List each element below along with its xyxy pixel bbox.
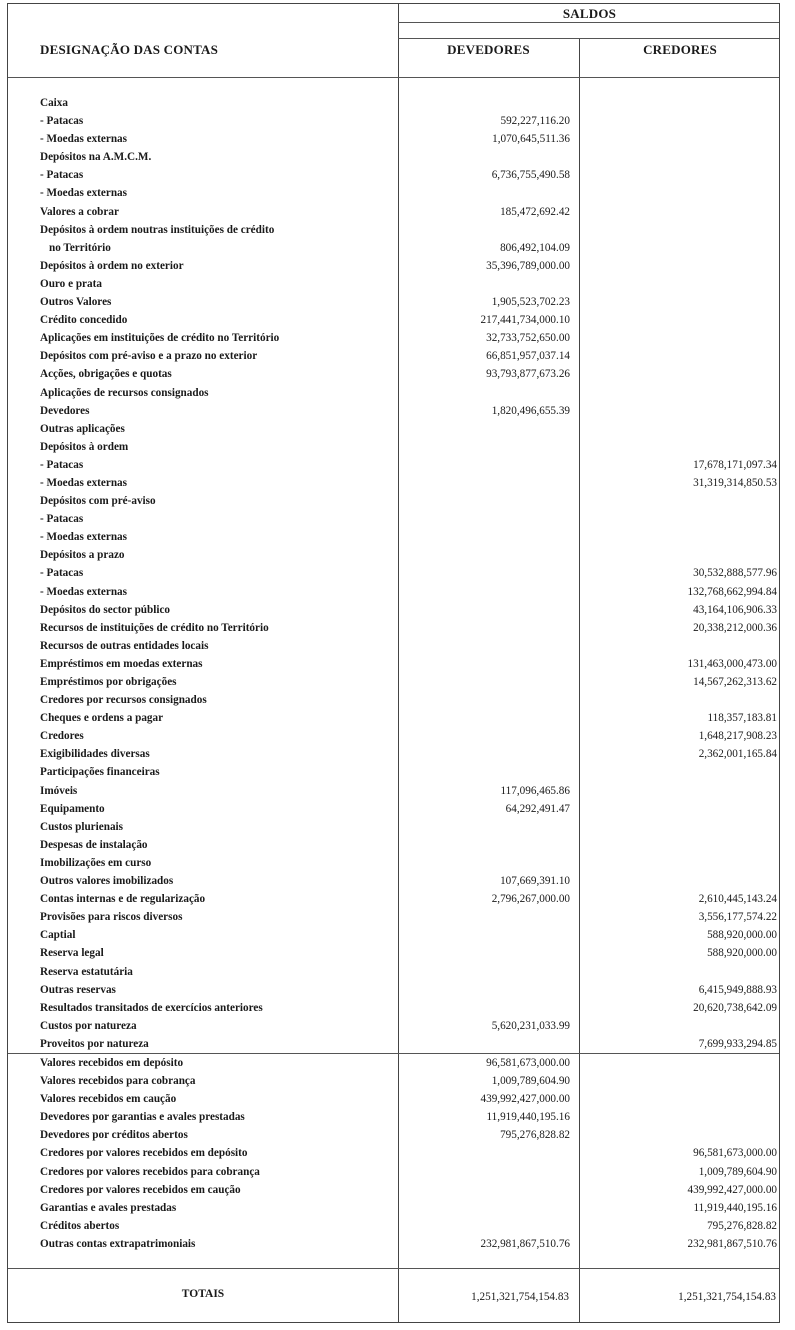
account-name: Devedores por créditos abertos [40,1129,188,1142]
debit-balance: 185,472,692.42 [500,205,570,218]
table-row [8,367,781,385]
credit-balance: 14,567,262,313.62 [693,676,777,688]
account-name: Depósitos com pré-aviso [40,495,156,508]
table-row [8,747,781,765]
table-row [8,820,781,838]
credit-balance: 795,276,828.82 [707,1219,777,1232]
credit-balance: 588,920,000.00 [707,929,777,942]
credit-balance: 2,362,001,165.84 [698,748,777,761]
debit-balance: 35,396,789,000.00 [486,259,570,272]
debit-balance: 2,796,267,000.00 [491,893,570,906]
credit-balance: 31,319,314,850.53 [693,476,777,489]
credit-balance: 118,357,183.81 [707,712,777,725]
account-name: Depósitos à ordem no exterior [40,259,184,272]
table-row [8,1183,781,1201]
account-name: Reserva estatutária [40,965,133,978]
debit-balance: 795,276,828.82 [500,1129,570,1142]
debit-balance: 232,981,867,510.76 [480,1237,570,1250]
credit-balance: 131,463,000,473.00 [687,657,777,670]
table-row [8,512,781,530]
header-saldos: SALDOS [562,6,617,21]
debit-balance: 1,820,496,655.39 [491,404,570,417]
debit-balance: 439,992,427,000.00 [480,1093,570,1106]
table-row [8,892,781,910]
credit-balance: 1,648,217,908.23 [698,730,777,743]
table-row [8,1128,781,1146]
table-row [8,657,781,675]
header-credores: CREDORES [643,42,717,57]
totals-separator [8,1268,779,1269]
credit-balance: 30,532,888,577.96 [693,567,777,580]
account-name: Caixa [40,97,68,109]
account-name: Recursos de outras entidades locais [40,639,209,652]
debit-balance: 93,793,877,673.26 [486,368,570,381]
table-row [8,1146,781,1164]
debit-balance: 806,492,104.09 [500,241,570,254]
table-row [8,1056,781,1074]
debit-balance: 1,070,645,511.36 [492,133,570,146]
table-row [8,693,781,711]
credit-balance: 439,992,427,000.00 [687,1183,777,1196]
credit-balance: 132,768,662,994.84 [687,585,777,598]
account-name: - Moedas externas [40,133,127,146]
table-row [8,621,781,639]
account-name: Despesas de instalação [40,838,148,851]
account-name: Outras reservas [40,983,116,996]
account-name: Imobilizações em curso [40,856,152,869]
header-designation: DESIGNAÇÃO DAS CONTAS [40,42,219,57]
account-name: Valores a cobrar [40,205,119,218]
saldos-header-rule [398,22,779,23]
header-devedores: DEVEDORES [447,42,530,57]
account-name: Aplicações de recursos consignados [40,386,209,399]
table-row [8,150,781,168]
account-name: Resultados transitados de exercícios anteriores [40,1001,263,1014]
table-row [8,910,781,928]
account-name: Acções, obrigações e quotas [40,368,172,381]
table-row [8,1219,781,1237]
credit-balance: 3,556,177,574.22 [698,911,777,924]
table-row [8,331,781,349]
account-name: Depósitos à ordem noutras instituições de crédito [40,223,275,236]
debit-balance: 32,733,752,650.00 [486,332,570,345]
totals-devedores: 1,251,321,754,154.83 [471,1291,569,1303]
table-row [8,765,781,783]
table-row [8,965,781,983]
credit-balance: 43,164,106,906.33 [693,603,777,616]
account-name: Depósitos do sector público [40,603,171,616]
account-name: Provisões para riscos diversos [40,911,183,924]
account-name: Contas internas e de regularização [40,893,206,906]
account-name: Proveitos por natureza [40,1037,149,1050]
account-name: no Território [49,241,111,254]
account-name: Depósitos na A.M.C.M. [40,151,152,164]
account-name: Devedores [40,404,90,417]
table-row [8,223,781,241]
account-name: Credores por recursos consignados [40,694,207,707]
account-name: Cheques e ordens a pagar [40,712,164,725]
table-row [8,603,781,621]
table-row [8,1074,781,1092]
account-name: Crédito concedido [40,314,128,327]
totals-label: TOTAIS [181,1288,225,1300]
table-row [8,802,781,820]
table-row [8,205,781,223]
account-name: Outras aplicações [40,422,125,435]
credit-balance: 96,581,673,000.00 [693,1147,777,1160]
table-row [8,494,781,512]
balance-table [7,3,780,1323]
table-row [8,295,781,313]
debit-balance: 1,009,789,604.90 [491,1075,570,1088]
credit-balance: 588,920,000.00 [707,947,777,960]
totals-credores: 1,251,321,754,154.83 [678,1291,776,1303]
account-name: Equipamento [40,802,105,815]
table-row [8,1237,781,1255]
table-row [8,440,781,458]
account-name: Devedores por garantias e avales prestadas [40,1111,245,1124]
debit-balance: 107,669,391.10 [500,875,570,888]
account-name: Depósitos a prazo [40,549,125,562]
debit-balance: 64,292,491.47 [505,802,570,815]
account-name: Outras contas extrapatrimoniais [40,1237,196,1250]
table-row [8,675,781,693]
account-name: Outros valores imobilizados [40,875,174,888]
account-name: Credores por valores recebidos para cobrança [40,1165,260,1178]
table-row [8,1019,781,1037]
debit-balance: 11,919,440,195.16 [486,1111,570,1124]
table-row [8,1201,781,1219]
table-row [8,404,781,422]
table-row [8,476,781,494]
account-name: Valores recebidos para cobrança [40,1075,196,1088]
table-row [8,114,781,132]
account-name: Participações financeiras [40,766,160,779]
account-name: - Moedas externas [40,187,127,200]
table-row [8,946,781,964]
account-name: Reserva legal [40,947,104,960]
debit-balance: 1,905,523,702.23 [491,296,570,309]
account-name: Valores recebidos em depósito [40,1056,184,1069]
debit-balance: 592,227,116.20 [500,115,570,128]
table-row [8,548,781,566]
account-name: Empréstimos por obrigações [40,676,177,688]
account-name: - Patacas [40,458,84,471]
table-row [8,241,781,259]
account-name: - Patacas [40,169,84,182]
table-row [8,96,781,114]
table-row [8,530,781,548]
table-row [8,259,781,277]
subheader-rule [398,38,779,39]
table-row [8,386,781,404]
debit-balance: 6,736,755,490.58 [491,169,570,182]
table-row [8,566,781,584]
credit-balance: 20,338,212,000.36 [693,621,777,634]
account-name: Créditos abertos [40,1219,120,1232]
account-name: Custos por natureza [40,1019,137,1032]
account-name: Recursos de instituições de crédito no Território [40,621,269,634]
credit-balance: 7,699,933,294.85 [698,1037,777,1050]
account-name: Garantias e avales prestadas [40,1201,177,1214]
account-name: Aplicações em instituições de crédito no Território [40,332,280,345]
debit-balance: 96,581,673,000.00 [486,1056,570,1069]
account-name: Credores [40,730,84,743]
account-name: Credores por valores recebidos em depósito [40,1147,248,1160]
debit-balance: 117,096,465.86 [500,784,570,797]
account-name: - Moedas externas [40,585,127,598]
table-row [8,458,781,476]
table-row [8,711,781,729]
credit-balance: 6,415,949,888.93 [698,983,777,996]
credit-balance: 17,678,171,097.34 [693,458,777,471]
table-row [8,585,781,603]
table-row [8,422,781,440]
account-name: Depósitos à ordem [40,440,129,453]
table-row [8,729,781,747]
account-name: Custos plurienais [40,820,123,833]
table-row [8,639,781,657]
table-row [8,186,781,204]
account-name: Depósitos com pré-aviso e a prazo no exterior [40,350,258,363]
debit-balance: 217,441,734,000.10 [480,314,570,327]
account-name: Outros Valores [40,296,112,309]
table-row [8,1110,781,1128]
table-row [8,168,781,186]
account-name: Exigibilidades diversas [40,748,150,761]
table-row [8,838,781,856]
account-name: Imóveis [40,784,78,797]
debit-balance: 5,620,231,033.99 [491,1019,570,1032]
table-row [8,856,781,874]
account-name: - Moedas externas [40,476,127,489]
table-row [8,784,781,802]
table-row [8,1092,781,1110]
account-name: Credores por valores recebidos em caução [40,1183,241,1196]
account-name: Captial [40,929,76,942]
credit-balance: 20,620,738,642.09 [693,1001,777,1014]
table-row [8,928,781,946]
debit-balance: 66,851,957,037.14 [486,350,570,363]
account-name: - Moedas externas [40,531,127,544]
account-name: Valores recebidos em caução [40,1093,177,1106]
header-bottom-rule [8,77,779,78]
account-name: - Patacas [40,513,84,526]
account-name: Ouro e prata [40,277,102,290]
table-row [8,1001,781,1019]
table-row [8,313,781,331]
table-row [8,874,781,892]
credit-balance: 2,610,445,143.24 [698,893,777,906]
table-row [8,277,781,295]
credit-balance: 11,919,440,195.16 [693,1201,777,1214]
credit-balance: 232,981,867,510.76 [687,1237,777,1250]
account-name: - Patacas [40,115,84,128]
table-row [8,1165,781,1183]
table-row [8,132,781,150]
table-row [8,349,781,367]
account-rows [8,96,781,1255]
credit-balance: 1,009,789,604.90 [698,1165,777,1178]
table-row [8,1037,781,1055]
table-row [8,983,781,1001]
account-name: Empréstimos em moedas externas [40,657,203,670]
account-name: - Patacas [40,567,84,580]
